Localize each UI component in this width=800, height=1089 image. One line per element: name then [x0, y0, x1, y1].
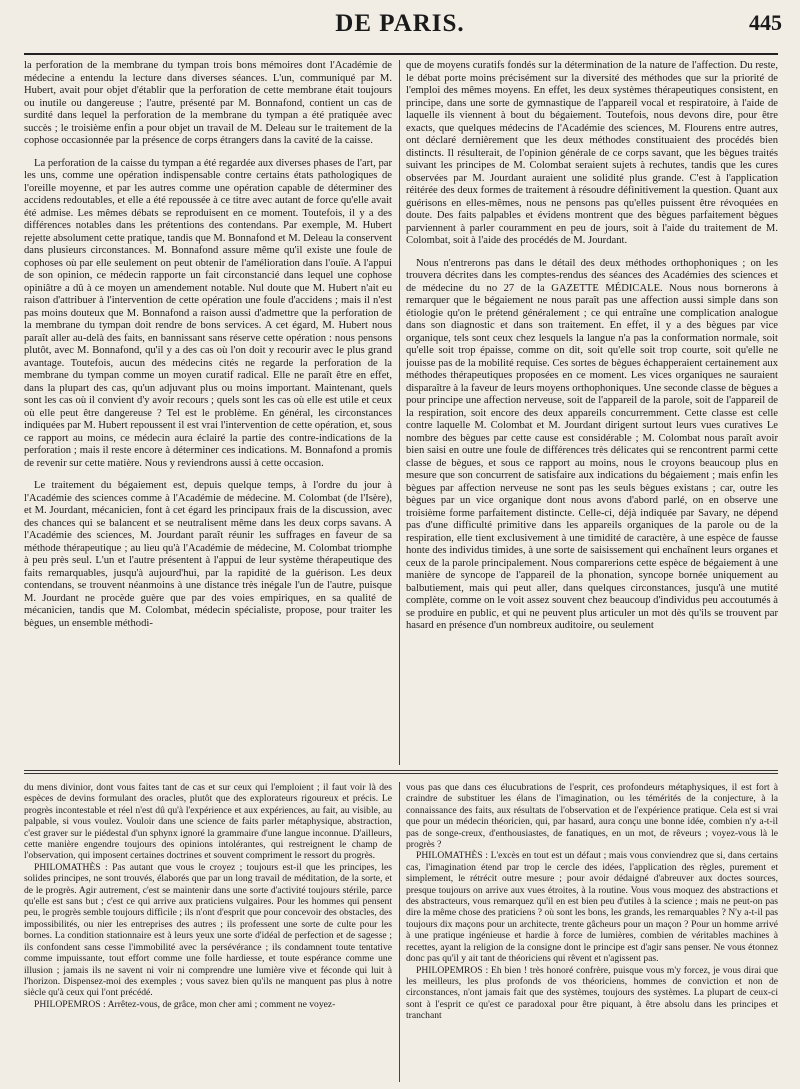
- lower-right-column: [406, 782, 778, 1082]
- header-rule: [24, 53, 778, 55]
- paragraph: que de moyens curatifs fondés sur la détermination de la nature de l'affection. Du reste, le débat porte moins précisément sur la diversité des méthodes que sur la priorité de l'emploi des mêmes moyens. En effet, les deux systèmes thérapeutiques consistent, en principe, dans une sorte de gymnastique de l'appareil vocal et respiratoire, à l'aide de laquelle ils viennent à bout du bégaiement. Toutefois, nous devons dire, pour être exacts, que quelques médecins de l'Académie des sciences, M. Flourens entre autres, ont déclaré dernièrement que les deux méthodes constituaient des procédés bien distincts. Il résulterait, de l'opinion générale de ce corps savant, que les bègues traités suivant les principes de M. Colombat seraient sujets à rechutes, tandis que les cures observées par M. Jourdant auraient une solidité plus grande. C'est à l'application réitérée des deux formes de traitement à résoudre définitivement la question. Quant aux guérisons en elles-mêmes, nous ne pensons pas qu'elles puissent être révoquées en doute. Des faits palpables et évidens montrent que des bègues parfaitement bègues parviennent à parler couramment en peu de jours, soit à l'aide du traitement de M. Colombat, soit à l'aide des procédés de M. Jourdant.: [406, 60, 778, 246]
- paragraph: PHILOMATHÈS : L'excès en tout est un défaut ; mais vous conviendrez que si, dans certains cas, l'imagination étend par trop le cercle des idées, l'application des règles, purement et simplement, le rétrécit outre mesure ; pour avoir dédaigné d'abreuver aux doctes sources, presque toujours on arrive aux vues étroites, à la routine. Vous vous moquez des abstractions et des abstracteurs, vous remarquez qu'il en est bien peu d'utiles à la science ; mais ne peut-on pas dire la même chose des praticiens ? où sont les bons, les grands, les remarquables ? N'y a-t-il pas toujours dix maçons pour un architecte, trente gâcheurs pour un maçon ? Pour un homme arrivé à une pratique ingénieuse et hardie à force de lumières, combien de véritables machines à recettes, ayant la religion de la consigne dont le principe est d'agir sans penser. Ne vous étonnez donc pas qu'il y ait tant de théoriciens qui rêvent et n'agissent pas.: [406, 850, 778, 965]
- paragraph: PHILOPEMROS : Eh bien ! très honoré confrère, puisque vous m'y forcez, je vous dirai que les meilleurs, les plus profonds de vos théoriciens, hommes de conviction et non de circonstances, n'ont jamais fait que des systèmes, toujours des systèmes. La plupart de ceux-ci sont à l'esprit ce qu'est ce paradoxal pour être piquant, à être absolu dans les principes et tranchant: [406, 964, 778, 1022]
- column-divider: [399, 60, 400, 765]
- journal-title: DE PARIS.: [335, 10, 465, 37]
- feuilleton-rule: [24, 770, 778, 771]
- paragraph: la perforation de la membrane du tympan trois bons mémoires dont l'Académie de médecine a entendu la lecture dans diverses séances. L'un, communiqué par M. Hubert, avait pour objet d'établir que la perforation de cette membrane était toujours ou inutile ou dangereuse ; l'autre, présenté par M. Bonnafond, contient un cas de surdité dans lequel la perforation de la membrane du tympan a été pratiquée avec succès ; le troisième enfin a pour objet un travail de M. Deleau sur le traitement de la cophose occasionnée par la présence de corps étrangers dans la cavité de la caisse.: [24, 60, 392, 146]
- paragraph: Nous n'entrerons pas dans le détail des deux méthodes orthophoniques ; on les trouvera décrites dans les comptes-rendus des séances des Académies des sciences et de médecine du no 27 de la GAZETTE MÉDICALE. Nous nous bornerons à remarquer que le bégaiement ne nous paraît pas une affection aussi simple dans son étiologie qu'on le prétend généralement ; ce qui entraîne une complication analogue dans son diagnostic et dans son traitement. En effet, il y a des bègues par vice organique, tels sont ceux chez lesquels la langue n'a pas la conformation normale, soit qu'elle soit trop épaisse, comme on dit, soit qu'elle soit trop courte, soit qu'elle ne jouisse pas de la mobilité requise. Ces sortes de bègues échapperaient certainement aux méthodes thérapeutiques proposées en ce moment. Les vices organiques ne sauraient disparaître à la faveur de leurs moyens orthophoniques. Une seconde classe de bègues a pour principe une affection nerveuse, soit de l'appareil de la parole, soit de l'appareil de la respiration, soit encore des deux appareils concurremment. Cette classe est celle contre laquelle M. Colombat et M. Jourdant dirigent surtout leurs vues curatives Le nombre des bègues par cette cause est considérable ; M. Colombat nous paraît avoir bien saisi en outre une foule de différences très délicates qui se rencontrent parmi cette classe de bègues, et sous ce rapport au moins, nous le croyons beaucoup plus en mesure que son concurrent de satisfaire aux indications du bégaiement ; mais enfin les bègues par affection nerveuse ne sont pas les seuls bègues existans ; car, outre les bègues par un vice organique dont nous avons d'abord parlé, on en observe une troisième forme parfaitement distincte. Celle-ci, déjà indiquée par Savary, ne dépend pas d'une difficulté primitive dans les appareils organiques de la parole ou de la respiration, elle tient exclusivement à une timidité de caractère, à une espèce de fausse honte des individus timides, à une sorte de saisissement qui enchaînent leurs organes et ceux de la parole principalement. Nous comparerions cette espèce de bégaiement à une manière de syncope de l'appareil de la phonation, syncope bornée uniquement au balbutiement, mais qui peut aller, dans quelques circonstances, jusqu'à une mutité complète, comme on le voit assez souvent chez beaucoup d'individus peu accoutumés à se produire en public, et qui ne peuvent plus articuler un mot dès qu'ils se trouvent par hasard en présence d'un nombreux auditoire, ou seulement: [406, 257, 778, 631]
- lower-left-column: [24, 782, 392, 1082]
- paragraph: La perforation de la caisse du tympan a été regardée aux diverses phases de l'art, par les uns, comme une opération indispensable contre certains états pathologiques de l'oreille moyenne, et par les autres comme une opération capable de déterminer des accidens redoutables, et elle a été repoussée à ce titre avec autant de force qu'elle avait été admise. Les mêmes débats se reproduisent en ce moment. Toutefois, il y a des différences notables dans les prétentions des contendans. Par exemple, M. Hubert rejette absolument cette pratique, tandis que M. Bonnafond et M. Deleau la conservent dans plusieurs circonstances. M. Bonnafond assure même qu'il existe une foule de cophoses où par elle seulement on peut obtenir de l'amélioration dans l'ouïe. A l'appui de son opinion, ce médecin rapporte un fait circonstancié dans lequel une cophose opiniâtre a dû à ce moyen un amendement notable. Nul doute que M. Hubert n'ait eu raison d'attribuer à l'intervention de cette opération une foule d'accidens ; mais il n'est pas moins douteux que M. Bonnafond a raison aussi d'admettre que la perforation de la membrane du tympan doit rendre de bons services. A cet égard, M. Hubert nous paraît aller au-delà des faits, en bannissant sans réserve cette opération : nous pensons plutôt, avec M. Bonnafond, qu'il y a des cas où l'on doit y recourir avec le plus grand avantage. Toutefois, aucun des médecins cités ne regarde la perforation de la membrane du tympan comme un moyen curatif radical. Elle ne paraît être en effet, dans la plupart des cas, qu'un adjuvant plus ou moins important. Maintenant, quels sont les cas où il convient d'y avoir recours ; quels sont les cas où elle est utile et ceux où elle peut être dangereuse ? Tel est le problème. En général, les circonstances indiquées par M. Hubert repoussent il est vrai l'intervention de cette opération, et, sous ce rapport au moins, ce médecin aura éclairé la partie des contre-indications de la perforation ; mais il reste encore à déterminer ces indications. M. Bonnafond a promis de revenir sur cette matière. Nous y reviendrons aussi à cette occasion.: [24, 157, 392, 469]
- paragraph: Le traitement du bégaiement est, depuis quelque temps, à l'ordre du jour à l'Académie des sciences comme à l'Académie de médecine. M. Colombat (de l'Isère), et M. Jourdant, mécanicien, font à cet égard les principaux frais de la discussion, avec des chances qui se balancent et se neutralisent même dans les deux corps savans. A l'Académie des sciences, M. Jourdant paraît réunir les suffrages en faveur de sa méthode thérapeutique ; au lieu qu'à l'Académie de médecine, M. Colombat triomphe à peu près seul. L'un et l'autre présentent à l'appui de leur système thérapeutique des faits remarquables, jusqu'à aujourd'hui, par la rapidité de la guérison. Les deux contendans, se trouvent néanmoins à une distance très inégale l'un de l'autre, puisque M. Jourdant ne procède guère que par des voies empiriques, en sa qualité de mécanicien, tandis que M. Colombat, médecin spécialiste, propose, pour traiter les bègues, un ensemble méthodi-: [24, 480, 392, 629]
- feuilleton-rule-double: [24, 773, 778, 774]
- column-divider: [399, 782, 400, 1082]
- paragraph: PHILOMATHÈS : Pas autant que vous le croyez ; toujours est-il que les principes, les solides principes, ne sont trouvés, élaborés que par un long travail de méditation, de la sorte, et de le progrès. Agir autrement, c'est se maintenir dans une sorte d'activité toujours stérile, parce qu'elle est sans but ; c'est ce qui arrive aux praticiens vulgaires. Pour les hommes qui pensent peu, le progrès semble toujours difficile ; ils n'ont d'esprit que pour concevoir des obstacles, des impossibilités, ou nier les entreprises des autres ; ils professent une sorte de culte pour les bornes. La condition stationnaire est à leurs yeux une sorte d'idéal de perfection et de sagesse ; ils confondent sans cesse l'immobilité avec la persévérance ; ils condamnent toute tentative comme impuissante, tout effort comme une folle hardiesse, et toute espérance comme une illusion ; jamais ils ne savent ni voir ni comprendre une lumière vive et féconde qui luit à l'horizon. Dispensez-moi des exemples ; vous savez bien qu'ils ne manquent pas plus à notre siècle qu'à ceux qui l'ont précédé.: [24, 861, 392, 999]
- paragraph: du mens divinior, dont vous faites tant de cas et sur ceux qui l'emploient ; il faut voir là des espèces de devins formulant des oracles, plutôt que des explorateurs rigoureux et précis. Le progrès incontestable et réel n'est dû qu'à l'expérience et aux expériences, au fait, au visible, au palpable, si vous voulez. Vouloir dans une science de faits parler métaphysique, abstraction, c'est graver sur le piédestal d'un sphynx ignoré la grammaire d'une langue inconnue. D'ailleurs, cette manière engendre toujours des opinions intolérantes, qui restreignent le champ de l'observation, qui imposent certaines doctrines et souvent compriment le ressort du progrès.: [24, 782, 392, 862]
- paragraph: vous pas que dans ces élucubrations de l'esprit, ces profondeurs métaphysiques, il est fort à craindre de substituer les élans de l'imagination, ou les témérités de la conjecture, à la connaissance des faits, aux résultats de l'observation et de l'expérience pratique. Cela est si vrai que pour un médecin théoricien, qui, par hasard, aura conçu une bonne idée, combien n'y a-t-il pas de songe-creux, d'enthousiastes, de fanatiques, en un mot, de rêveurs ; voyez-vous là le progrès ?: [406, 782, 778, 851]
- page-number: 445: [749, 10, 782, 35]
- paragraph: PHILOPEMROS : Arrêtez-vous, de grâce, mon cher ami ; comment ne voyez-: [34, 998, 336, 1010]
- upper-left-column: [24, 60, 392, 760]
- page-header: [0, 0, 800, 52]
- upper-right-column: [406, 60, 778, 765]
